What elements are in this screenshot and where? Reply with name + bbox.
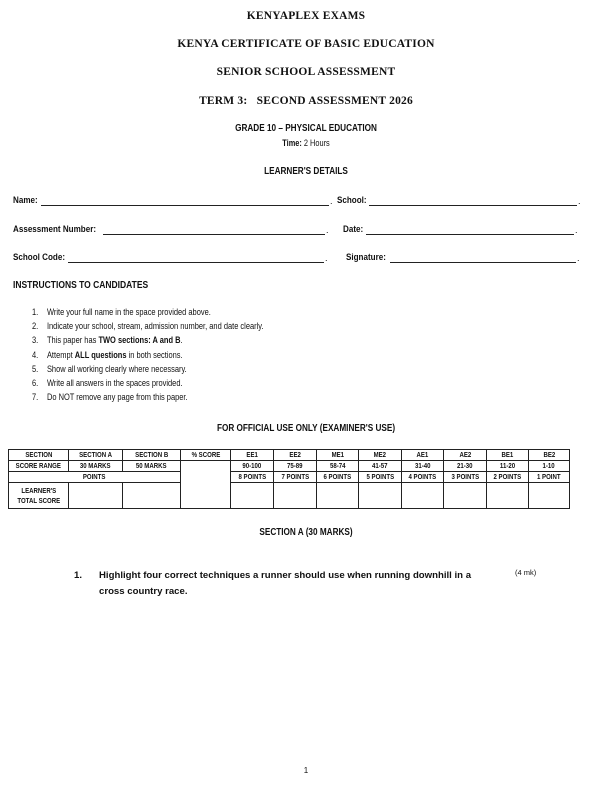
table-cell: 58-74	[317, 461, 359, 472]
table-cell: 41-57	[359, 461, 402, 472]
separator: .	[325, 253, 328, 263]
page-number: 1	[303, 766, 309, 775]
school-label: School:	[337, 195, 367, 206]
table-cell: 90-100	[231, 461, 274, 472]
score-cell[interactable]	[359, 483, 402, 509]
question-text-line-1: Highlight four correct techniques a runner should use when running downhill in a	[99, 570, 472, 581]
table-row	[9, 461, 570, 472]
section-a-heading: SECTION A (30 MARKS)	[259, 527, 353, 538]
table-cell: 1-10	[529, 461, 570, 472]
table-cell: SECTION	[9, 450, 69, 461]
org-title: KENYAPLEX EXAMS	[246, 10, 366, 22]
assessment-number-field[interactable]	[103, 234, 325, 235]
question-number: 1.	[74, 570, 83, 581]
table-cell: 30 MARKS	[69, 461, 123, 472]
learner-total-label: LEARNER'S TOTAL SCORE	[9, 483, 69, 509]
term-title: TERM 3: SECOND ASSESSMENT 2026	[199, 95, 413, 107]
table-cell: 2 POINTS	[487, 472, 529, 483]
score-cell[interactable]	[231, 483, 274, 509]
table-cell: SECTION A	[69, 450, 123, 461]
instruction-item: 3. This paper has TWO sections: A and B.	[32, 335, 183, 346]
instructions-heading: INSTRUCTIONS TO CANDIDATES	[13, 280, 149, 291]
separator: .	[326, 225, 329, 235]
score-cell[interactable]	[444, 483, 487, 509]
signature-field[interactable]	[390, 262, 576, 263]
time-label: Time:	[282, 138, 302, 148]
name-label: Name:	[13, 195, 38, 206]
section-a-score-cell[interactable]	[69, 483, 123, 509]
table-cell: 31-40	[402, 461, 444, 472]
table-cell: 5 POINTS	[359, 472, 402, 483]
score-cell[interactable]	[274, 483, 317, 509]
assessment-title: SENIOR SCHOOL ASSESSMENT	[216, 66, 396, 78]
score-cell[interactable]	[487, 483, 529, 509]
table-cell: ME2	[359, 450, 402, 461]
instruction-item: 5. Show all working clearly where necessary.	[32, 363, 187, 374]
table-cell: 75-89	[274, 461, 317, 472]
question-marks: (4 mk)	[515, 568, 537, 577]
instruction-item: 7. Do NOT remove any page from this paper.	[32, 392, 188, 403]
table-cell: SCORE RANGE	[9, 461, 69, 472]
instruction-item: 2. Indicate your school, stream, admission number, and date clearly.	[32, 321, 264, 332]
assessment-number-label: Assessment Number:	[13, 224, 97, 235]
table-cell: ME1	[317, 450, 359, 461]
table-cell: AE1	[402, 450, 444, 461]
table-cell: 50 MARKS	[123, 461, 181, 472]
instruction-item: 6. Write all answers in the spaces provided.	[32, 377, 183, 388]
table-cell: EE2	[274, 450, 317, 461]
instructions-list	[32, 305, 311, 404]
school-field[interactable]	[369, 205, 577, 206]
table-cell: 1 POINT	[529, 472, 570, 483]
official-use-heading: FOR OFFICIAL USE ONLY (EXAMINER'S USE)	[216, 423, 396, 434]
name-field[interactable]	[41, 205, 329, 206]
table-cell: POINTS	[9, 472, 181, 483]
school-code-field[interactable]	[68, 262, 324, 263]
school-code-label: School Code:	[13, 252, 66, 263]
table-cell: BE1	[487, 450, 529, 461]
table-cell: 4 POINTS	[402, 472, 444, 483]
score-cell[interactable]	[402, 483, 444, 509]
score-cell[interactable]	[317, 483, 359, 509]
date-label: Date:	[343, 224, 364, 235]
table-cell: 7 POINTS	[274, 472, 317, 483]
grade-subject: GRADE 10 – PHYSICAL EDUCATION	[235, 123, 377, 134]
certificate-title: KENYA CERTIFICATE OF BASIC EDUCATION	[177, 38, 435, 50]
instruction-item: 1. Write your full name in the space provided above.	[32, 307, 211, 317]
separator: .	[578, 196, 581, 206]
score-cell[interactable]	[529, 483, 570, 509]
table-cell: 11-20	[487, 461, 529, 472]
table-cell: % SCORE	[181, 450, 231, 461]
separator: .	[577, 253, 580, 263]
table-cell: EE1	[231, 450, 274, 461]
table-cell: AE2	[444, 450, 487, 461]
signature-label: Signature:	[346, 252, 386, 263]
official-score-table	[8, 449, 570, 509]
section-b-score-cell[interactable]	[123, 483, 181, 509]
date-field[interactable]	[366, 234, 574, 235]
table-row	[9, 450, 570, 461]
separator: .	[330, 196, 333, 206]
table-cell: BE2	[529, 450, 570, 461]
table-cell: SECTION B	[123, 450, 181, 461]
separator: .	[575, 225, 578, 235]
table-cell: 3 POINTS	[444, 472, 487, 483]
question-text-line-2: cross country race.	[99, 586, 188, 597]
table-cell: 21-30	[444, 461, 487, 472]
table-cell: 8 POINTS	[231, 472, 274, 483]
learner-details-heading: LEARNER'S DETAILS	[264, 166, 348, 177]
time-line	[55, 138, 557, 148]
percent-score-cell[interactable]	[181, 461, 231, 509]
table-row	[9, 483, 570, 509]
table-cell: 6 POINTS	[317, 472, 359, 483]
instruction-item: 4. Attempt ALL questions in both sections.	[32, 349, 183, 360]
time-value: 2 Hours	[303, 138, 330, 148]
table-row	[9, 472, 570, 483]
